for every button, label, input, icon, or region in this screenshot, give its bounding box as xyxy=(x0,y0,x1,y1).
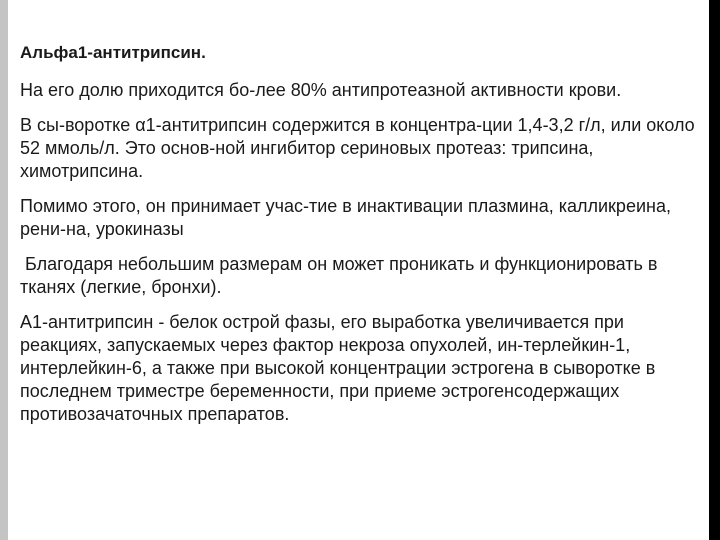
slide-content xyxy=(20,41,695,438)
paragraph-acute-phase: А1-антитрипсин - белок острой фазы, его выработка увеличивается при реакциях, запускаемых через фактор некроза опухолей, ин-терлейкин-1, интерлейкин-6, а также при высокой концентрации эстрогена в сыворотке в последнем триместре беременности, при приеме эстрогенсодержащих противозачаточных препаратов. xyxy=(20,312,656,424)
paragraph-inactivation: Помимо этого, он принимает учас-тие в инактивации плазмина, калликреина, рени-на, урокиназы xyxy=(20,196,671,239)
left-accent-bar xyxy=(0,0,8,540)
paragraph-share: На его долю приходится бо-лее 80% антипротеазной активности крови. xyxy=(20,80,622,100)
right-edge-bar xyxy=(709,0,720,540)
slide-title: Альфа1-антитрипсин. xyxy=(20,43,206,62)
paragraph-tissues: Благодаря небольшим размерам он может проникать и функционировать в тканях (легкие, бронхи). xyxy=(20,254,663,297)
paragraph-concentration: В сы-воротке α1-антитрипсин содержится в концентра-ции 1,4-3,2 г/л, или около 52 ммоль/л. Это основ-ной ингибитор сериновых протеаз: трипсина, химотрипсина. xyxy=(20,115,695,181)
